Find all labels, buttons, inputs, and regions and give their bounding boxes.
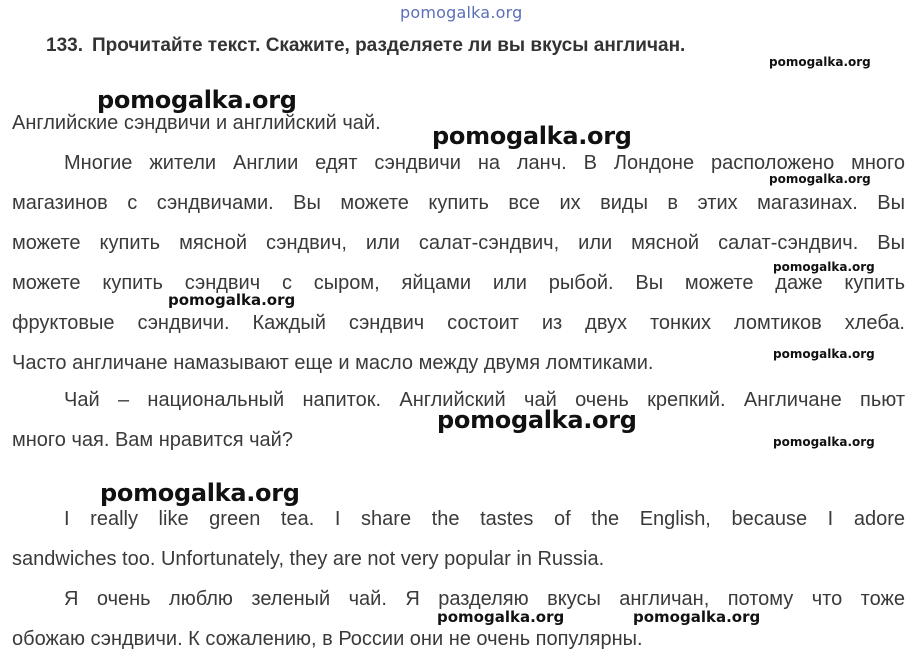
- watermark: pomogalka.org: [633, 608, 761, 626]
- text-line: I really like green tea. I share the tastes of the English, because I adore: [64, 508, 905, 530]
- text-line: магазинов с сэндвичами. Вы можете купить все их виды в этих магазинах. Вы: [12, 192, 905, 214]
- watermark: pomogalka.org: [437, 608, 565, 626]
- watermark: pomogalka.org: [97, 86, 297, 114]
- watermark: pomogalka.org: [432, 122, 632, 150]
- text-line: Чай – национальный напиток. Английский чай очень крепкий. Англичане пьют: [64, 389, 905, 411]
- watermark: pomogalka.org: [773, 435, 875, 449]
- watermark: pomogalka.org: [100, 479, 300, 507]
- watermark: pomogalka.org: [437, 406, 637, 434]
- text-line: sandwiches too. Unfortunately, they are not very popular in Russia.: [12, 548, 605, 570]
- watermark: pomogalka.org: [773, 347, 875, 361]
- task-text: Прочитайте текст. Скажите, разделяете ли вы вкусы англичан.: [92, 35, 686, 56]
- text-line: Часто англичане намазывают еще и масло между двумя ломтиками.: [12, 352, 654, 374]
- watermark: pomogalka.org: [773, 260, 875, 274]
- text-line: Многие жители Англии едят сэндвичи на ланч. В Лондоне расположено много: [64, 152, 905, 174]
- watermark: pomogalka.org: [769, 55, 871, 69]
- task-heading: [46, 35, 685, 57]
- text-line: можете купить мясной сэндвич, или салат-сэндвич, или мясной салат-сэндвич. Вы: [12, 232, 905, 254]
- watermark: pomogalka.org: [769, 172, 871, 186]
- text-title: Английские сэндвичи и английский чай.: [12, 112, 381, 134]
- watermark: pomogalka.org: [168, 291, 296, 309]
- text-line: обожаю сэндвичи. К сожалению, в России они не очень популярны.: [12, 628, 643, 650]
- text-line: фруктовые сэндвичи. Каждый сэндвич состоит из двух тонких ломтиков хлеба.: [12, 312, 905, 334]
- text-line: Я очень люблю зеленый чай. Я разделяю вкусы англичан, потому что тоже: [64, 588, 905, 610]
- top-watermark: pomogalka.org: [400, 3, 523, 22]
- text-line: можете купить сэндвич с сыром, яйцами или рыбой. Вы можете даже купить: [12, 272, 905, 294]
- answer-english: [12, 499, 905, 579]
- task-number: 133.: [46, 35, 83, 56]
- text-line: много чая. Вам нравится чай?: [12, 429, 293, 451]
